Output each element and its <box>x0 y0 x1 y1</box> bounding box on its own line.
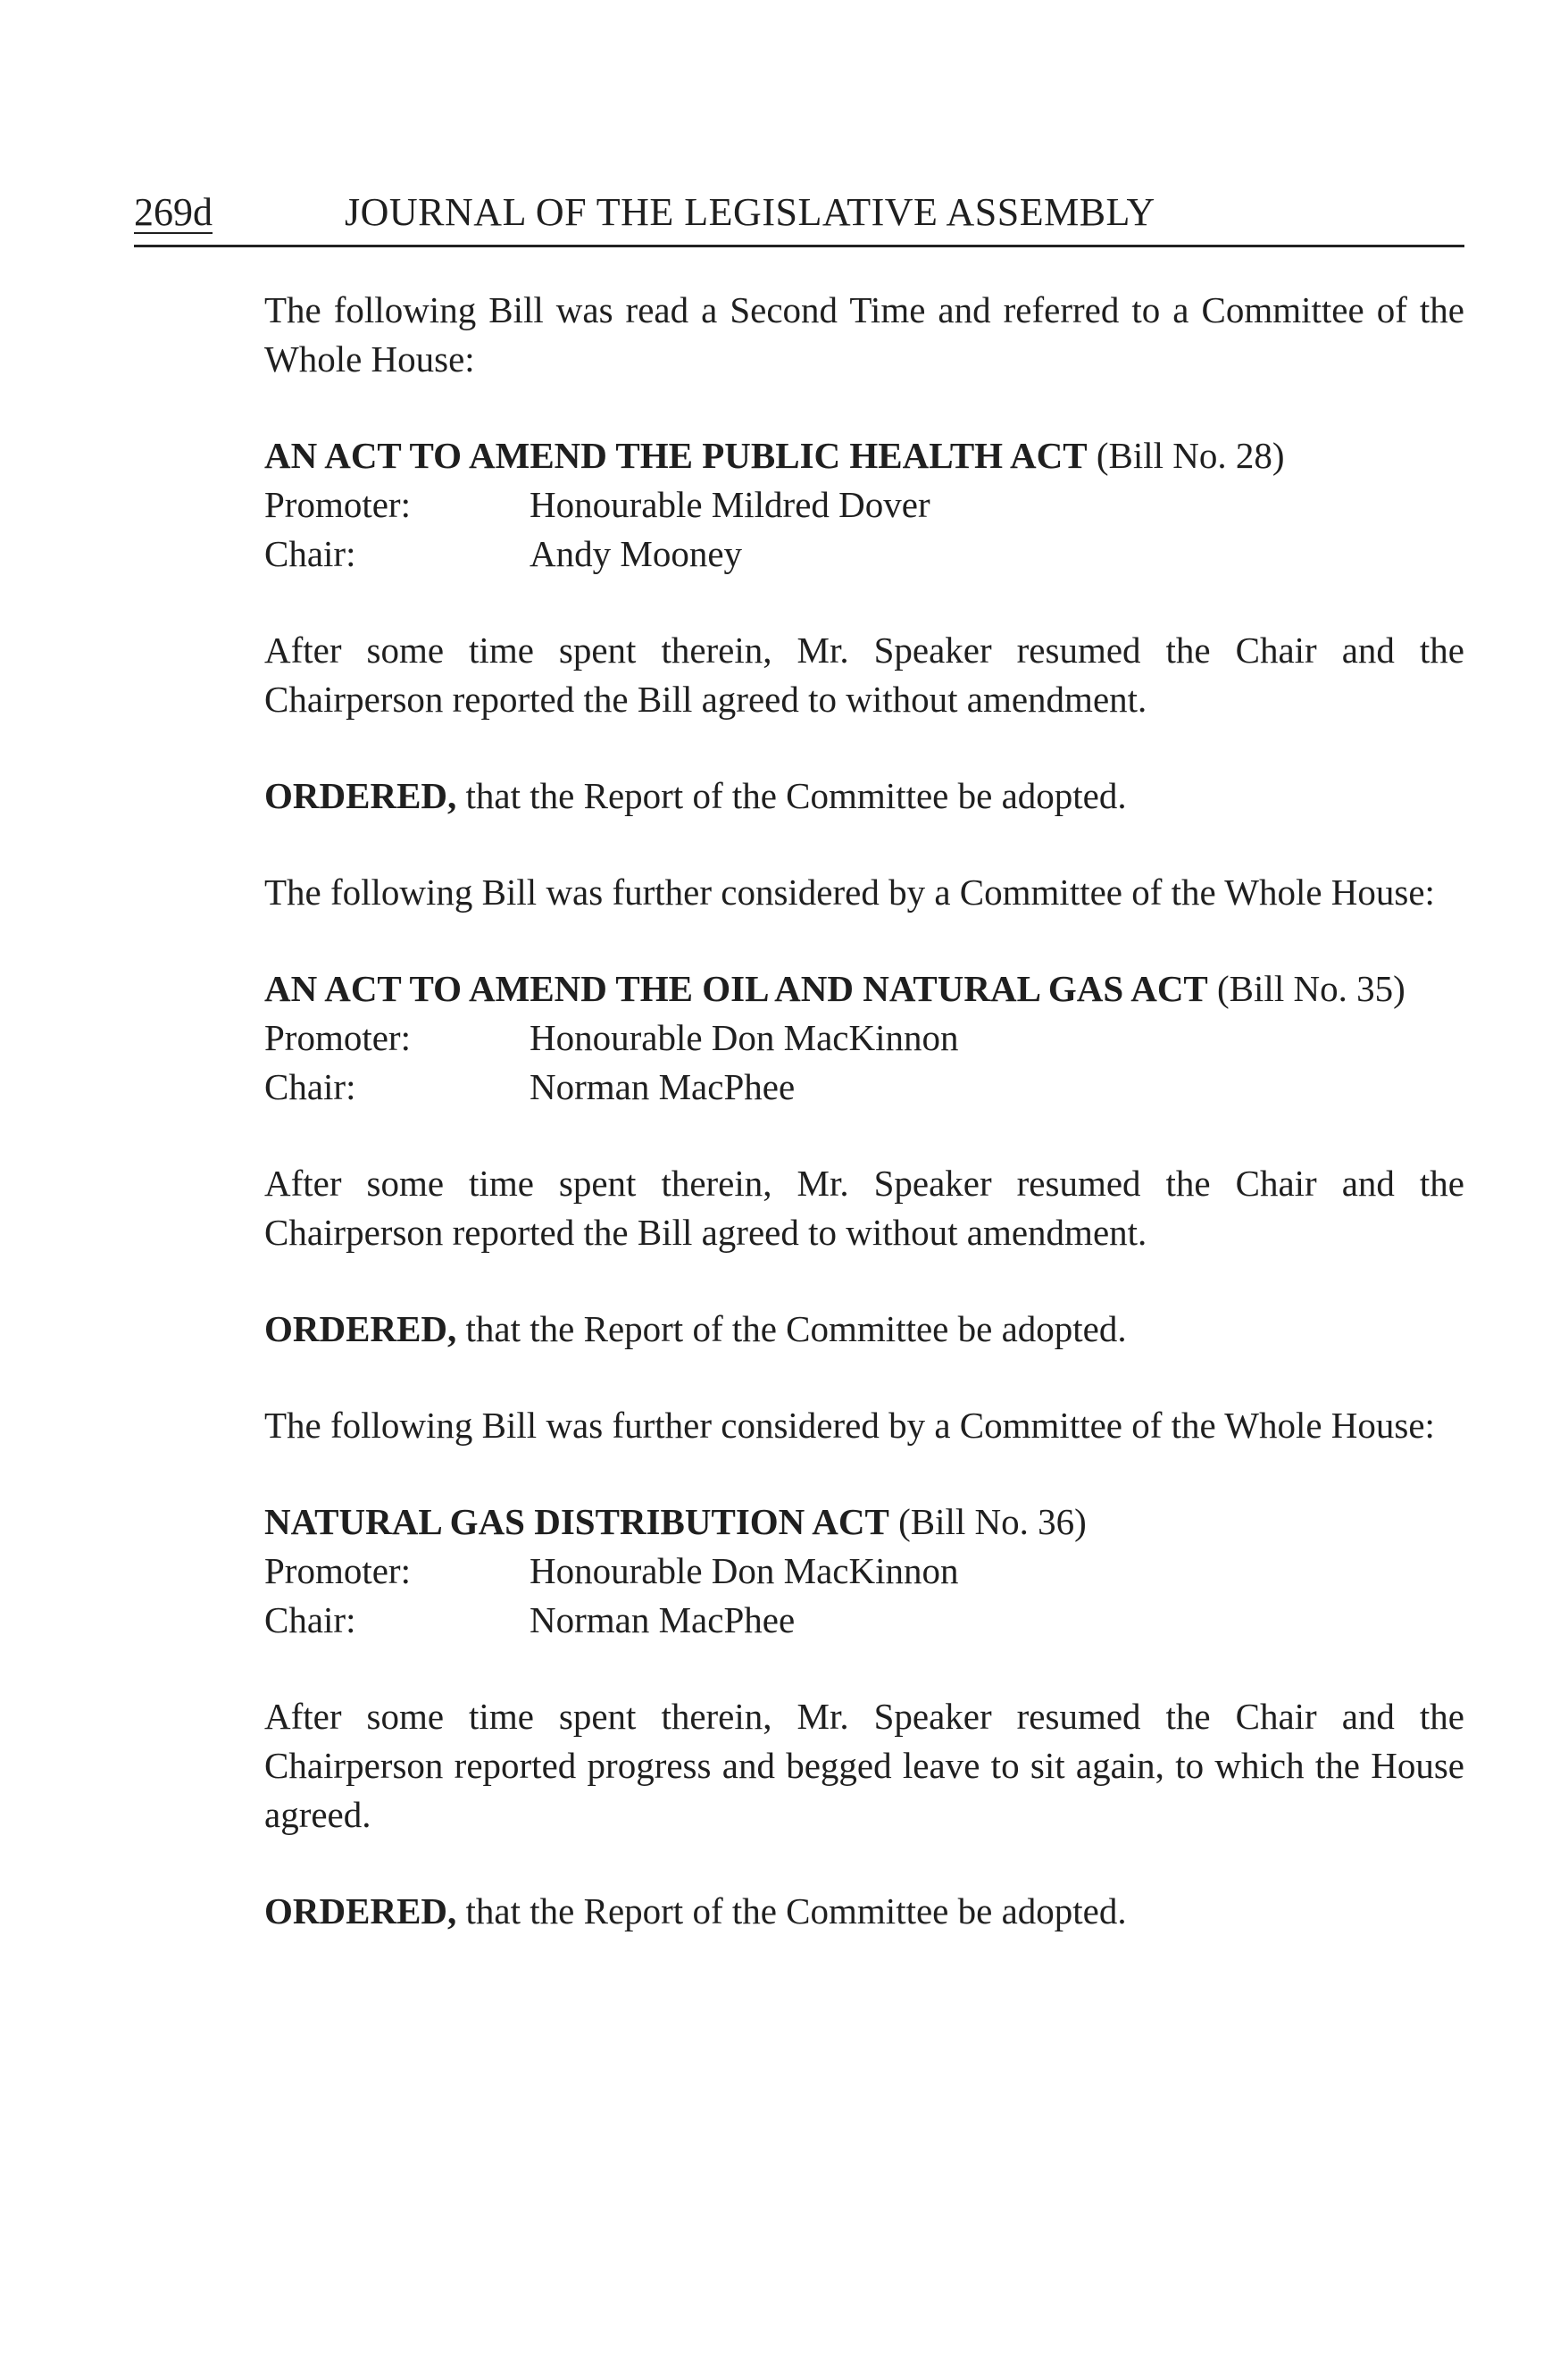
chair-label: Chair: <box>264 533 356 574</box>
chair-name: Norman MacPhee <box>530 1066 796 1107</box>
ordered-text: that the Report of the Committee be adopted. <box>456 1308 1127 1349</box>
promoter-row <box>264 480 1464 530</box>
bill-entry <box>264 964 1464 1112</box>
ordered-text: that the Report of the Committee be adopted. <box>456 1890 1127 1931</box>
page-header <box>134 186 1464 247</box>
proceedings-paragraph: After some time spent therein, Mr. Speaker resumed the Chair and the Chairperson reported the Bill agreed to without amendment. <box>264 1163 1464 1253</box>
ordered-keyword: ORDERED, <box>264 775 457 816</box>
chair-name: Andy Mooney <box>530 533 743 574</box>
intro-paragraph: The following Bill was further considered by a Committee of the Whole House: <box>264 872 1435 913</box>
chair-name: Norman MacPhee <box>530 1599 796 1640</box>
chair-label: Chair: <box>264 1066 356 1107</box>
journal-title: JOURNAL OF THE LEGISLATIVE ASSEMBLY <box>345 190 1155 234</box>
ordered-paragraph <box>264 1305 1464 1354</box>
bill-heading <box>264 964 1464 1014</box>
promoter-label: Promoter: <box>264 1017 411 1058</box>
proceedings-paragraph: After some time spent therein, Mr. Speaker resumed the Chair and the Chairperson reported the Bill agreed to without amendment. <box>264 630 1464 720</box>
promoter-name: Honourable Mildred Dover <box>530 484 930 525</box>
chair-row <box>264 1063 1464 1112</box>
bill-title: NATURAL GAS DISTRIBUTION ACT <box>264 1501 889 1542</box>
ordered-keyword: ORDERED, <box>264 1890 457 1931</box>
bill-title: AN ACT TO AMEND THE OIL AND NATURAL GAS ACT <box>264 968 1208 1009</box>
intro-paragraph: The following Bill was further considered by a Committee of the Whole House: <box>264 1405 1435 1446</box>
ordered-keyword: ORDERED, <box>264 1308 457 1349</box>
bill-heading <box>264 1498 1464 1547</box>
proceedings-paragraph: After some time spent therein, Mr. Speaker resumed the Chair and the Chairperson reported progress and begged leave to sit again, to which the House agreed. <box>264 1696 1464 1835</box>
promoter-row <box>264 1547 1464 1596</box>
chair-row <box>264 530 1464 579</box>
chair-label: Chair: <box>264 1599 356 1640</box>
bill-heading <box>264 431 1464 480</box>
bill-entry <box>264 431 1464 579</box>
promoter-row <box>264 1014 1464 1063</box>
ordered-text: that the Report of the Committee be adopted. <box>456 775 1127 816</box>
promoter-name: Honourable Don MacKinnon <box>530 1550 959 1591</box>
promoter-label: Promoter: <box>264 1550 411 1591</box>
journal-body <box>264 286 1464 1983</box>
ordered-paragraph <box>264 1887 1464 1936</box>
bill-number: (Bill No. 28) <box>1087 435 1285 476</box>
bill-number: (Bill No. 36) <box>888 1501 1087 1542</box>
promoter-label: Promoter: <box>264 484 411 525</box>
bill-entry <box>264 1498 1464 1645</box>
bill-number: (Bill No. 35) <box>1207 968 1405 1009</box>
page-number: 269d <box>134 190 213 234</box>
chair-row <box>264 1596 1464 1645</box>
intro-paragraph: The following Bill was read a Second Time and referred to a Committee of the Whole House: <box>264 289 1464 380</box>
ordered-paragraph <box>264 772 1464 821</box>
bill-title: AN ACT TO AMEND THE PUBLIC HEALTH ACT <box>264 435 1088 476</box>
promoter-name: Honourable Don MacKinnon <box>530 1017 959 1058</box>
